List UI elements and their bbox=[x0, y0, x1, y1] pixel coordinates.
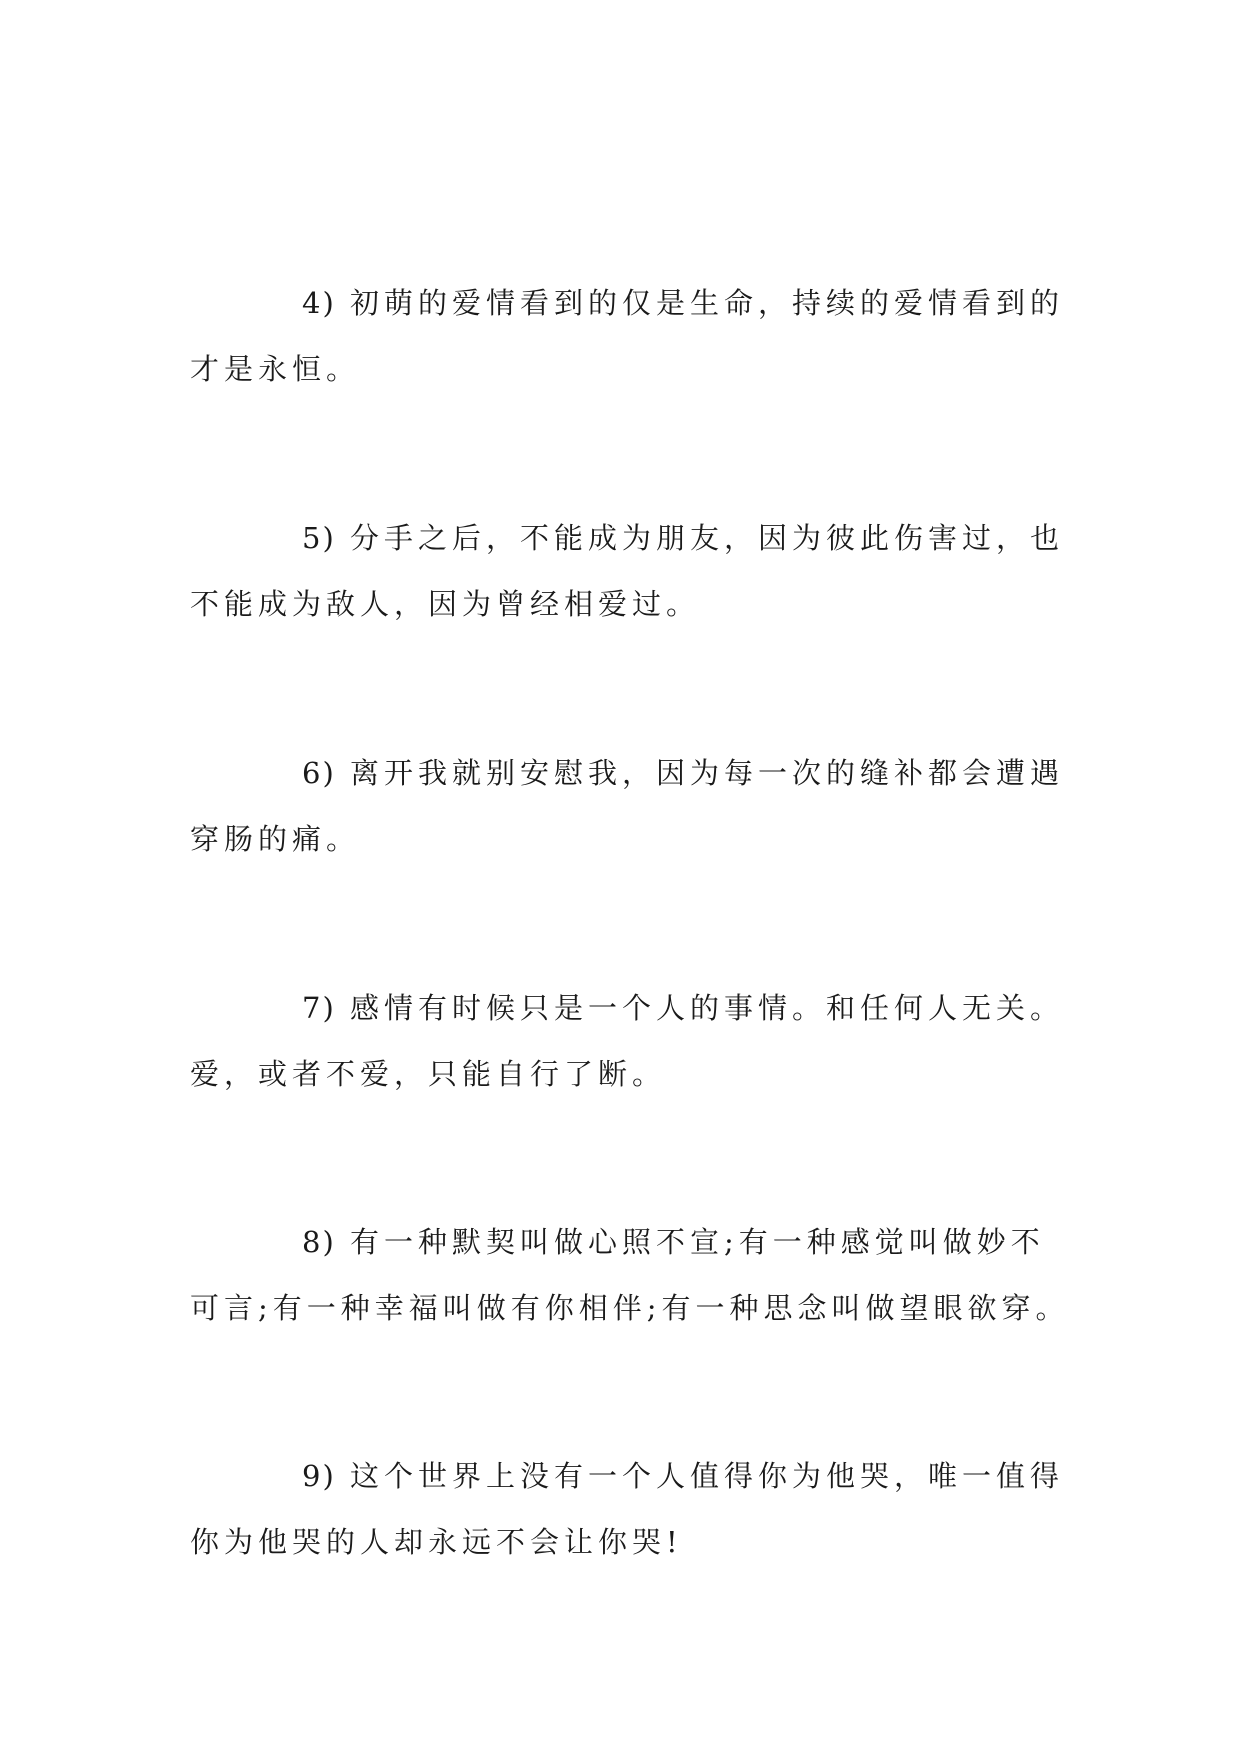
paragraph-7 bbox=[190, 975, 1070, 1107]
paragraph-number: 4) bbox=[302, 286, 336, 320]
paragraph-text: 感情有时候只是一个人的事情。和任何人无关。爱，或者不爱，只能自行了断。 bbox=[190, 991, 1064, 1091]
paragraph-8 bbox=[190, 1209, 1070, 1341]
paragraph-4 bbox=[190, 270, 1070, 402]
paragraph-number: 7) bbox=[302, 991, 336, 1025]
paragraph-text: 有一种默契叫做心照不宣;有一种感觉叫做妙不可言;有一种幸福叫做有你相伴;有一种思念叫做望眼欲穿。 bbox=[190, 1225, 1070, 1325]
paragraph-text: 分手之后，不能成为朋友，因为彼此伤害过，也不能成为敌人，因为曾经相爱过。 bbox=[190, 521, 1064, 621]
paragraph-number: 6) bbox=[302, 756, 336, 790]
paragraph-5 bbox=[190, 505, 1070, 637]
paragraph-number: 5) bbox=[302, 521, 336, 555]
paragraph-text: 初萌的爱情看到的仅是生命，持续的爱情看到的才是永恒。 bbox=[190, 286, 1064, 386]
paragraph-text: 这个世界上没有一个人值得你为他哭，唯一值得你为他哭的人却永远不会让你哭! bbox=[190, 1459, 1064, 1559]
paragraph-9 bbox=[190, 1443, 1070, 1575]
paragraph-6 bbox=[190, 740, 1070, 872]
paragraph-number: 9) bbox=[302, 1459, 336, 1493]
paragraph-number: 8) bbox=[302, 1225, 336, 1259]
paragraph-text: 离开我就别安慰我，因为每一次的缝补都会遭遇穿肠的痛。 bbox=[190, 756, 1064, 856]
